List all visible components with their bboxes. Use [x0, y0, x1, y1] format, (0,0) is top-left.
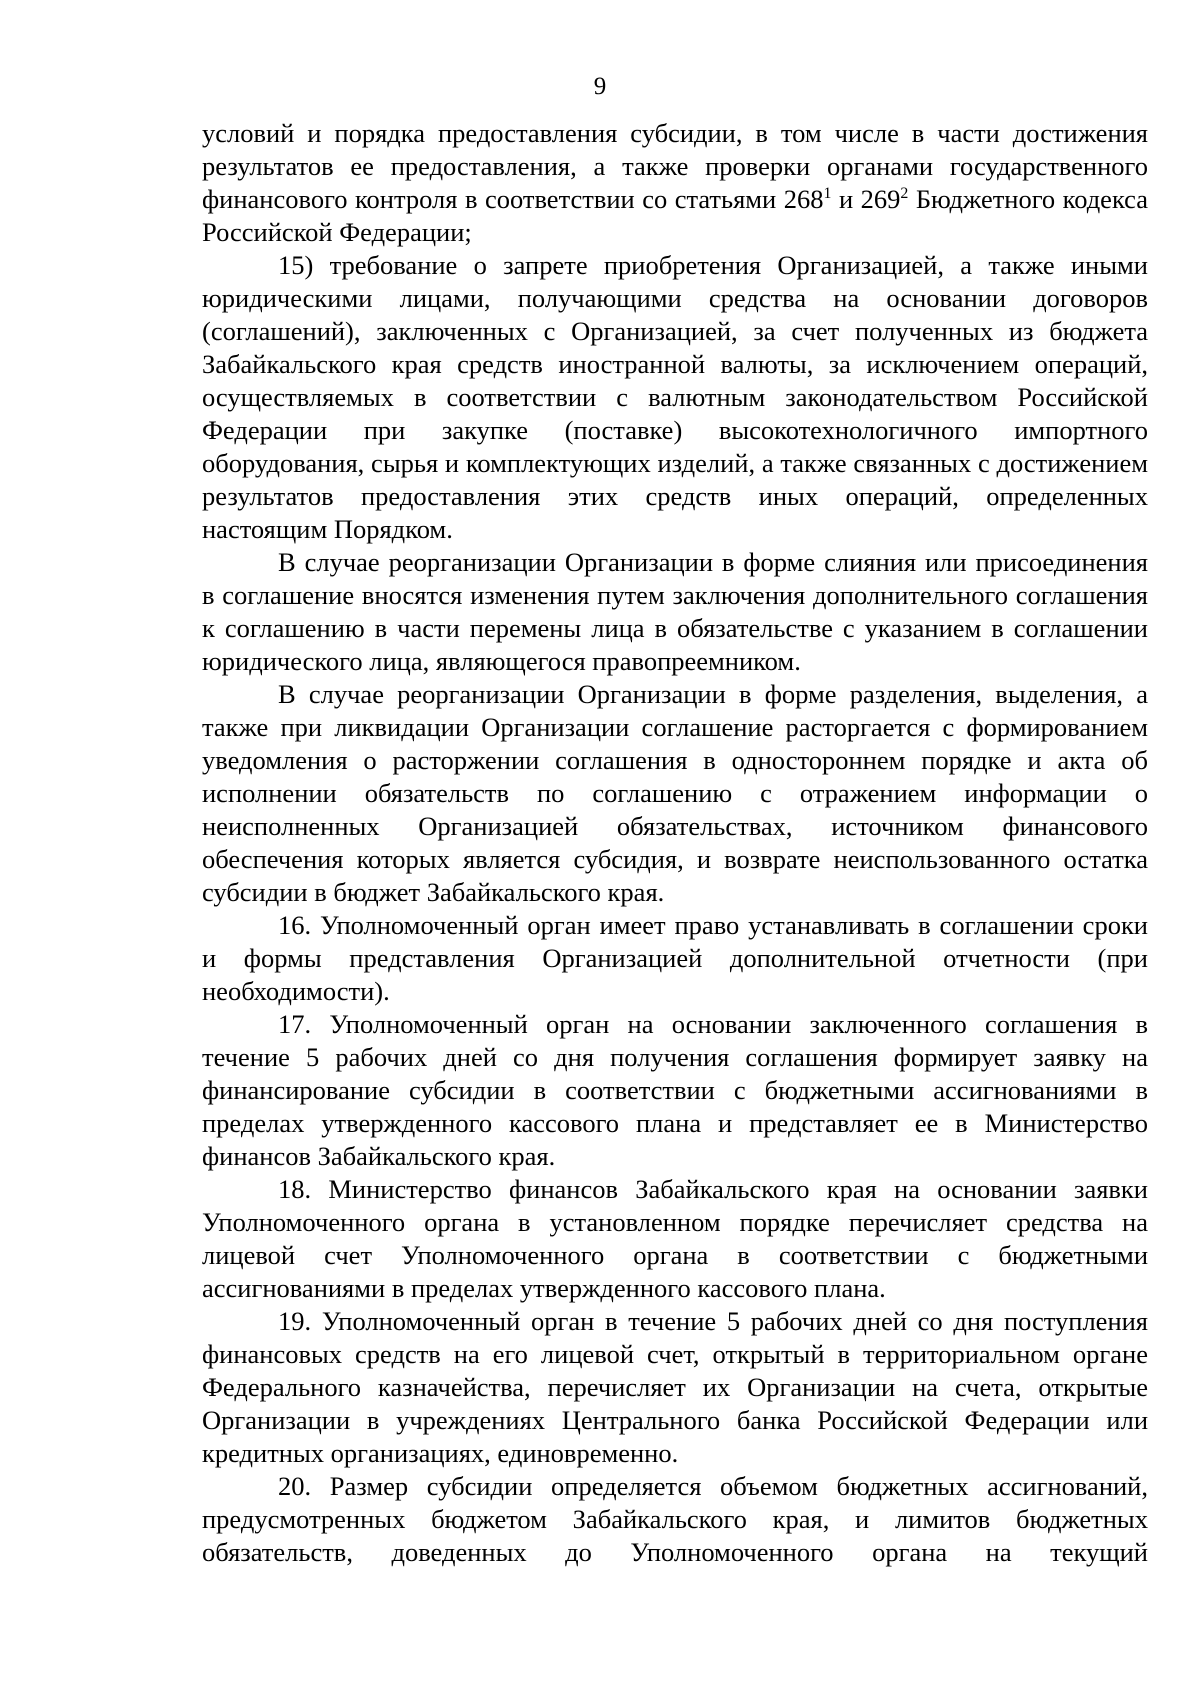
paragraph-reorganization-division: В случае реорганизации Организации в форме разделения, выделения, а также при ликвидации Организации соглашение расторгается с формированием уведомления о расторжении соглашения в одностороннем порядке и акта об исполнении обязательств по соглашению с отражением информации о неисполненных Организацией обязательствах, источником финансового обеспечения которых является субсидия, и возврате неиспользованного остатка субсидии в бюджет Забайкальского края. — [202, 679, 1148, 907]
superscript: 1 — [823, 185, 832, 203]
paragraph-item-17: 17. Уполномоченный орган на основании заключенного соглашения в течение 5 рабочих дней со дня получения соглашения формирует заявку на финансирование субсидии в соответствии с бюджетными ассигнованиями в пределах утвержденного кассового плана и представляет ее в Министерство финансов Забайкальского края. — [202, 1009, 1148, 1171]
paragraph-text: Бюджетного кодекса Российской Федерации; — [202, 184, 1149, 247]
page-number: 9 — [593, 73, 607, 100]
paragraph-item-20: 20. Размер субсидии определяется объемом бюджетных ассигнований, предусмотренных бюджетом Забайкальского края, и лимитов бюджетных обязательств, доведенных до Уполномоченного органа на текущий — [202, 1471, 1148, 1567]
paragraph-text: и 269 — [831, 184, 901, 214]
paragraph-item-15: 15) требование о запрете приобретения Организацией, а также иными юридическими лицами, получающими средства на основании договоров (соглашений), заключенных с Организацией, за счет полученных из бюджета Забайкальского края средств иностранной валюты, за исключением операций, осуществляемых в соответствии с валютным законодательством Российской Федерации при закупке (поставке) высокотехнологичного импортного оборудования, сырья и комплектующих изделий, а также связанных с достижением результатов предоставления этих средств иных операций, определенных настоящим Порядком. — [202, 250, 1148, 544]
paragraph-reorganization-merger: В случае реорганизации Организации в форме слияния или присоединения в соглашение вносятся изменения путем заключения дополнительного соглашения к соглашению в части перемены лица в обязательстве с указанием в соглашении юридического лица, являющегося правопреемником. — [202, 547, 1148, 676]
document-body — [202, 117, 1148, 1569]
superscript: 2 — [900, 185, 909, 203]
paragraph-item-16: 16. Уполномоченный орган имеет право устанавливать в соглашении сроки и формы представления Организацией дополнительной отчетности (при необходимости). — [202, 910, 1148, 1006]
paragraph-text: условий и порядка предоставления субсидии, в том числе в части достижения результатов ее предоставления, а также проверки органами государственного финансового контроля в соответствии со статьями 268 — [202, 118, 1148, 214]
paragraph-subsidy-control — [202, 117, 1148, 249]
paragraph-item-19: 19. Уполномоченный орган в течение 5 рабочих дней со дня поступления финансовых средств на его лицевой счет, открытый в территориальном органе Федерального казначейства, перечисляет их Организации на счета, открытые Организации в учреждениях Центрального банка Российской Федерации или кредитных организациях, единовременно. — [202, 1306, 1148, 1468]
paragraph-item-18: 18. Министерство финансов Забайкальского края на основании заявки Уполномоченного органа в установленном порядке перечисляет средства на лицевой счет Уполномоченного органа в соответствии с бюджетными ассигнованиями в пределах утвержденного кассового плана. — [202, 1174, 1148, 1303]
